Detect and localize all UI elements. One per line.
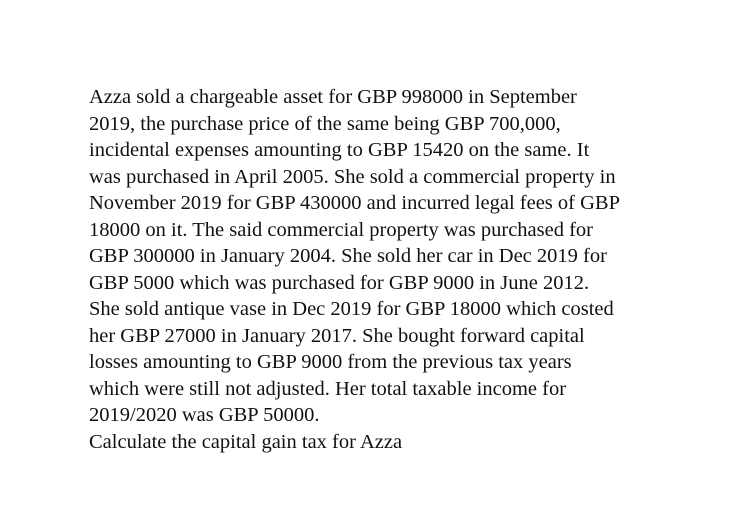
problem-line: She sold antique vase in Dec 2019 for GBP 18000 which costed [89,298,614,320]
problem-line: losses amounting to GBP 9000 from the previous tax years [89,351,572,373]
problem-line: incidental expenses amounting to GBP 15420 on the same. It [89,139,590,161]
problem-line: which were still not adjusted. Her total taxable income for [89,377,567,400]
problem-line: her GBP 27000 in January 2017. She bought forward capital [89,324,585,347]
problem-text [89,84,729,455]
problem-line: Azza sold a chargeable asset for GBP 998000 in September [89,86,577,108]
question-line: Calculate the capital gain tax for Azza [89,430,403,453]
problem-line: November 2019 for GBP 430000 and incurred legal fees of GBP [89,192,620,214]
problem-line: 2019, the purchase price of the same being GBP 700,000, [89,112,561,135]
problem-line: GBP 5000 which was purchased for GBP 9000 in June 2012. [89,271,590,294]
problem-line: 2019/2020 was GBP 50000. [89,404,320,426]
problem-line: was purchased in April 2005. She sold a commercial property in [89,165,616,188]
problem-line: GBP 300000 in January 2004. She sold her car in Dec 2019 for [89,245,607,267]
problem-line: 18000 on it. The said commercial property was purchased for [89,218,594,241]
